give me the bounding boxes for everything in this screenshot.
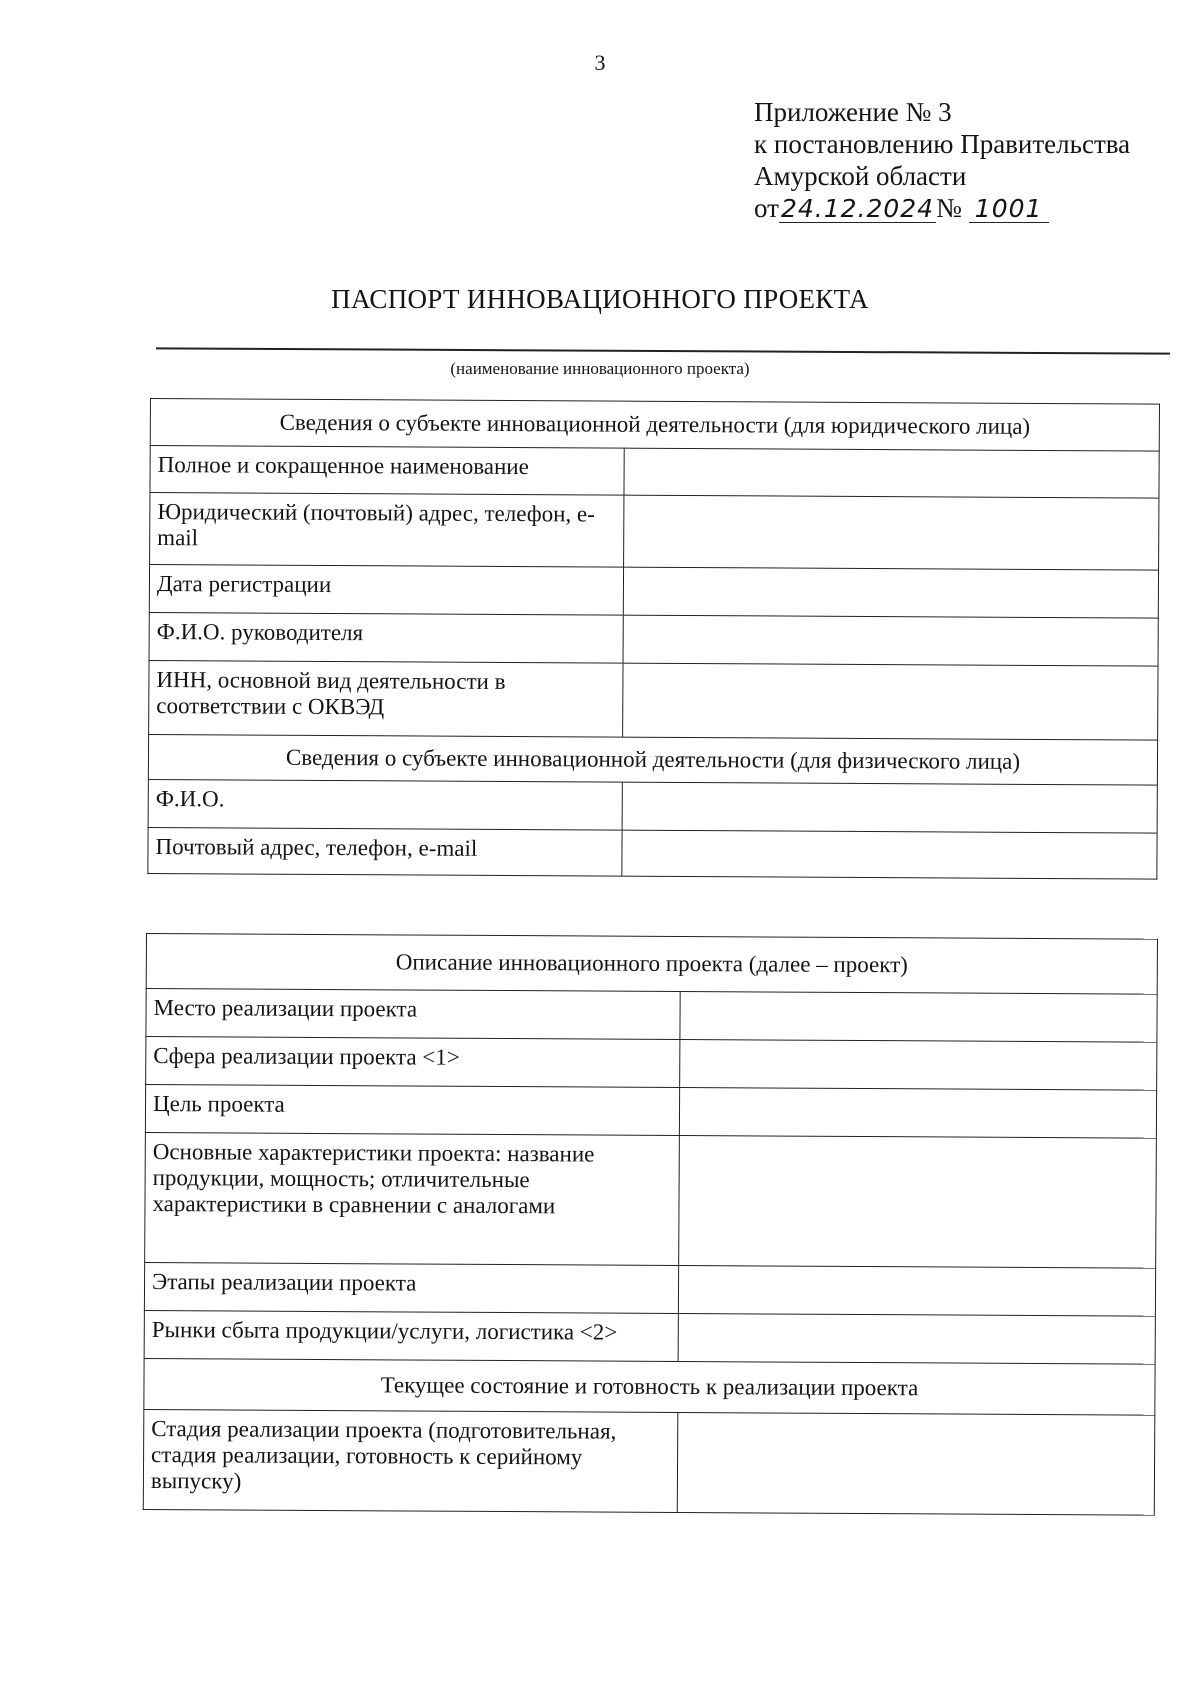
individual-header: Сведения о субъекте инновационной деятельности (для физического лица) xyxy=(148,734,1157,785)
table-row xyxy=(150,446,1159,499)
row-value-cell[interactable] xyxy=(680,1039,1157,1090)
row-value-cell[interactable] xyxy=(623,615,1158,666)
table-row xyxy=(149,565,1158,619)
appendix-block xyxy=(754,96,1130,224)
project-description-header: Описание инновационного проекта (далее – проект) xyxy=(146,934,1157,995)
row-label: Место реализации проекта xyxy=(146,989,680,1040)
document-title: ПАСПОРТ ИННОВАЦИОННОГО ПРОЕКТА xyxy=(331,284,869,314)
row-value-cell[interactable] xyxy=(624,448,1159,498)
table-section-header-row xyxy=(144,1358,1155,1415)
table-row xyxy=(146,989,1157,1043)
row-value-cell[interactable] xyxy=(622,782,1157,833)
handwritten-date: 24.12.2024 xyxy=(780,194,935,223)
table-row xyxy=(143,1409,1155,1515)
table-row xyxy=(146,1037,1157,1091)
table-row xyxy=(148,779,1157,833)
table-row xyxy=(145,1132,1157,1268)
appendix-line-1: Приложение № 3 xyxy=(754,97,952,127)
row-label: Цель проекта xyxy=(145,1085,679,1136)
date-prefix: от xyxy=(754,193,779,223)
table-row xyxy=(149,660,1158,740)
row-label: Почтовый адрес, телефон, e-mail xyxy=(148,827,622,876)
row-value-cell[interactable] xyxy=(623,663,1158,740)
subject-info-table xyxy=(147,398,1160,880)
number-prefix: № xyxy=(936,193,962,223)
row-label: Стадия реализации проекта (подготовительная, стадия реализации, готовность к серийному выпуску) xyxy=(143,1409,678,1512)
row-label: Ф.И.О. xyxy=(148,779,622,830)
row-value-cell[interactable] xyxy=(679,1135,1157,1268)
row-value-cell[interactable] xyxy=(622,830,1157,879)
row-value-cell[interactable] xyxy=(623,567,1158,618)
table-row xyxy=(148,827,1157,879)
page-number: 3 xyxy=(594,50,606,75)
project-name-caption: (наименование инновационного проекта) xyxy=(450,359,750,378)
appendix-line-2: к постановлению Правительства xyxy=(754,129,1131,159)
legal-entity-header: Сведения о субъекте инновационной деятельности (для юридического лица) xyxy=(150,399,1159,452)
row-label: Сфера реализации проекта <1> xyxy=(146,1037,680,1088)
row-label: Дата регистрации xyxy=(149,565,623,616)
appendix-line-3: Амурской области xyxy=(754,161,967,191)
table-section-header-row xyxy=(148,734,1157,785)
current-state-header: Текущее состояние и готовность к реализации проекта xyxy=(144,1358,1155,1415)
row-label: Полное и сокращенное наименование xyxy=(150,446,624,496)
row-label: Рынки сбыта продукции/услуги, логистика <2> xyxy=(144,1310,678,1361)
table-row xyxy=(145,1085,1156,1139)
row-label: Юридический (почтовый) адрес, телефон, e-mail xyxy=(150,493,624,568)
row-label: Этапы реализации проекта xyxy=(144,1262,678,1313)
table-row xyxy=(144,1310,1155,1364)
row-value-cell[interactable] xyxy=(679,1087,1156,1138)
table-section-header-row xyxy=(146,934,1157,995)
row-value-cell[interactable] xyxy=(624,495,1159,570)
appendix-date-line xyxy=(754,192,1130,224)
table-section-header-row xyxy=(150,399,1159,452)
row-label: Ф.И.О. руководителя xyxy=(149,612,623,663)
row-label: ИНН, основной вид деятельности в соответствии с ОКВЭД xyxy=(149,660,623,737)
row-value-cell[interactable] xyxy=(678,1265,1155,1316)
table-row xyxy=(144,1262,1155,1316)
row-label: Основные характеристики проекта: название продукции, мощность; отличительные характеристики в сравнении с аналогами xyxy=(145,1132,680,1265)
project-name-line xyxy=(156,347,1170,354)
handwritten-number: 1001 xyxy=(969,196,1049,223)
row-value-cell[interactable] xyxy=(680,991,1157,1042)
row-value-cell[interactable] xyxy=(677,1412,1155,1515)
project-description-table xyxy=(143,933,1158,1516)
row-value-cell[interactable] xyxy=(678,1313,1155,1364)
table-row xyxy=(150,493,1159,571)
table-row xyxy=(149,612,1158,666)
